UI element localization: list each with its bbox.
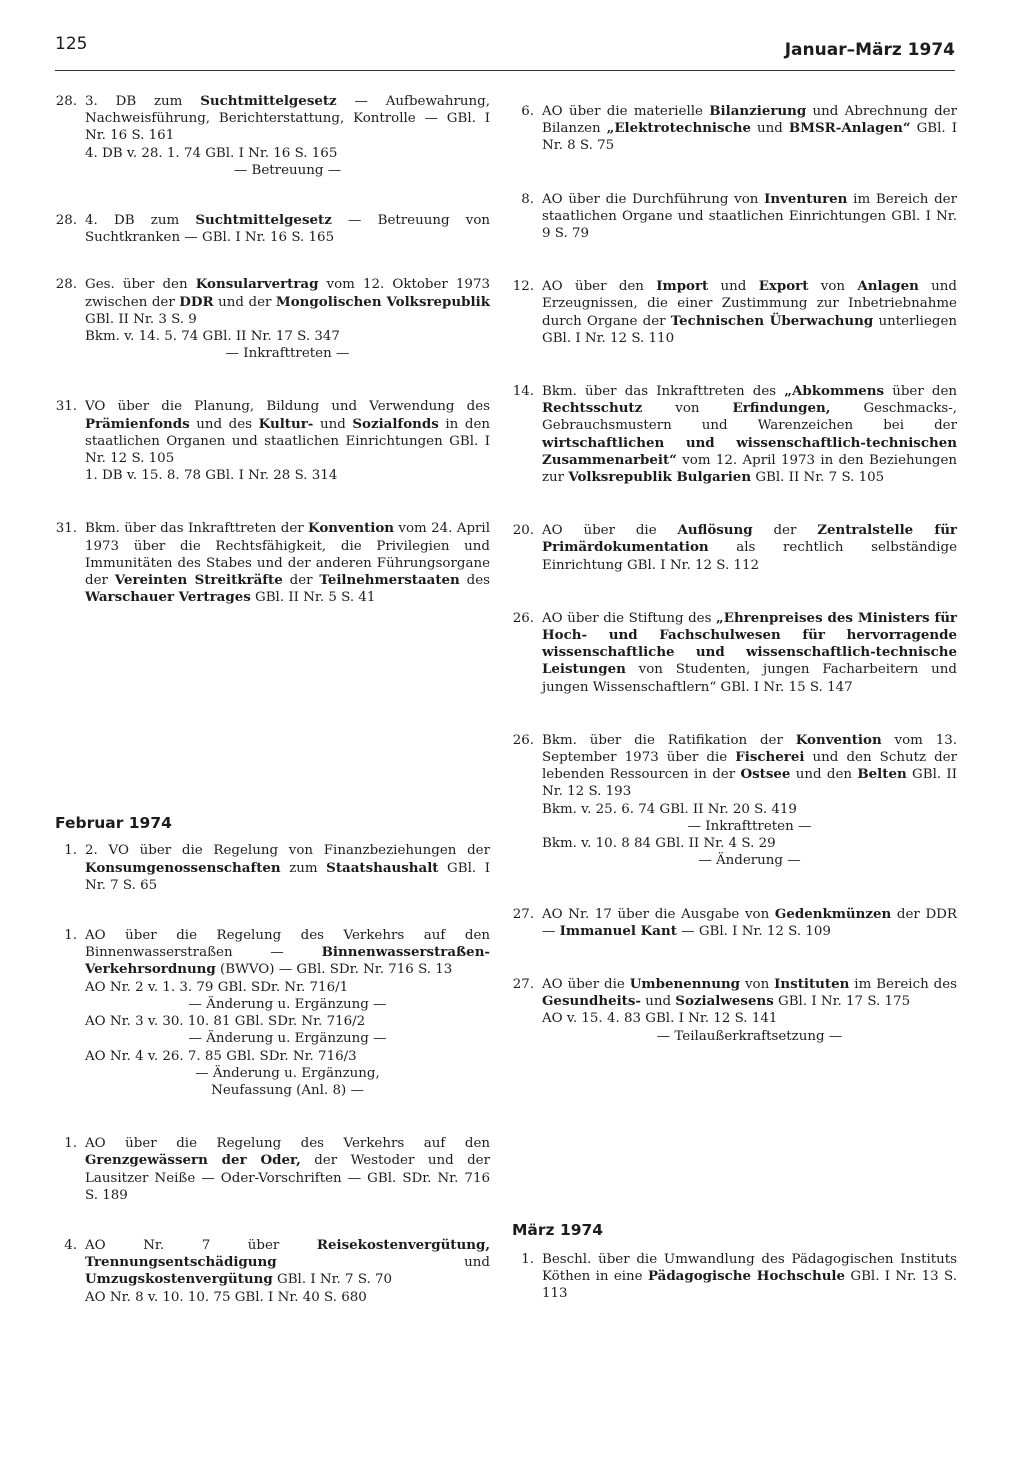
- entry-reference: Bkm. v. 25. 6. 74 GBl. II Nr. 20 S. 419: [542, 801, 797, 817]
- entry-text: Beschl. über die Umwandlung des Pädagogischen Instituts Köthen in eine Pädagogische Hochschule GBl. I Nr. 13 S. 113: [542, 1251, 957, 1302]
- entry-reference: 4. DB v. 28. 1. 74 GBl. I Nr. 16 S. 165: [85, 145, 338, 161]
- entry-reference: 1. DB v. 15. 8. 78 GBl. I Nr. 28 S. 314: [85, 468, 338, 484]
- entry-text: AO über die Regelung des Verkehrs auf den Binnenwasserstraßen — Binnenwasserstraßen-Verkehrsordnung (BWVO) — GBl. SDr. Nr. 716 S. 13 AO Nr. 2 v. 1. 3. 79 GBl. SDr. Nr. 716/1 — Änderung u. Ergänzung — AO Nr. 3 v. 30. 10. 81 GBl. SDr. Nr. 716/2 — Änderung u. Ergänzung — AO Nr. 4 v. 26. 7. 85 GBl. SDr. Nr. 716/3 — Änderung u. Ergänzung, Neufassung (Anl. 8) —: [85, 928, 490, 1098]
- left-column: [55, 93, 490, 1306]
- entry-day: 27.: [512, 906, 534, 922]
- right-column: [512, 103, 957, 1302]
- entry-note: — Änderung —: [698, 853, 801, 869]
- entry-text: AO über die Durchführung von Inventuren im Bereich der staatlichen Organe und staatlichen Einrichtungen GBl. I Nr. 9 S. 79: [542, 190, 957, 242]
- entry-text: Bkm. über die Ratifikation der Konvention vom 13. September 1973 über die Fischerei und den Schutz der lebenden Ressourcen in der Ostsee und den Belten GBl. II Nr. 12 S. 193 Bkm. v. 25. 6. 74 GBl. II Nr. 20 S. 419 — Inkrafttreten — Bkm. v. 10. 8 84 GBl. II Nr. 4 S. 29 — Änderung —: [542, 731, 958, 869]
- entry-note: Neufassung (Anl. 8) —: [211, 1082, 364, 1098]
- entry-reference: Bkm. v. 10. 8 84 GBl. II Nr. 4 S. 29: [542, 836, 776, 852]
- entry-text: AO über die Auflösung der Zentralstelle für Primärdokumentation als rechtlich selbständige Einrichtung GBl. I Nr. 12 S. 112: [542, 522, 957, 573]
- entry: [55, 1237, 490, 1306]
- entry: [512, 906, 957, 940]
- entry-reference: AO Nr. 4 v. 26. 7. 85 GBl. SDr. Nr. 716/3: [85, 1048, 357, 1064]
- entry-day: 6.: [521, 104, 534, 119]
- entry-day: 28.: [55, 213, 77, 229]
- entry-text: 3. DB zum Suchtmittelgesetz — Aufbewahrung, Nachweisführung, Berichterstattung, Kontrolle — GBl. I Nr. 16 S. 161 4. DB v. 28. 1. 74 GBl. I Nr. 16 S. 165 — Betreuung —: [85, 93, 491, 178]
- entry: [512, 1251, 957, 1303]
- section-heading-februar: Februar 1974: [55, 814, 172, 833]
- entry-note: — Änderung u. Ergänzung —: [188, 1031, 387, 1047]
- entry: [512, 732, 957, 870]
- entry-text: 2. VO über die Regelung von Finanzbeziehungen der Konsumgenossenschaften zum Staatshaushalt GBl. I Nr. 7 S. 65: [85, 843, 490, 893]
- entry-day: 4.: [64, 1237, 77, 1253]
- entry-text: AO über den Import und Export von Anlagen und Erzeugnissen, die einer Zustimmung zur Inbetriebnahme durch Organe der Technischen Überwachung unterliegen GBl. I Nr. 12 S. 110: [542, 278, 958, 346]
- entry-day: 28.: [55, 94, 77, 109]
- entry-note: — Betreuung —: [233, 162, 342, 178]
- entry: [55, 1135, 490, 1204]
- running-head: Januar–März 1974: [784, 40, 955, 60]
- entry-text: Bkm. über das Inkrafttreten des „Abkommens über den Rechtsschutz von Erfindungen, Geschmacks-, Gebrauchsmustern und Warenzeichen bei der wirtschaftlichen und wissenschaftlich-technischen Zusammenarbeit“ vom 12. April 1973 in den Beziehungen zur Volksrepublik Bulgarien GBl. II Nr. 7 S. 105: [542, 383, 958, 486]
- entry-day: 20.: [512, 523, 534, 539]
- entry-text: AO über die Umbenennung von Instituten im Bereich des Gesundheits- und Sozialwesens GBl. I Nr. 17 S. 175 AO v. 15. 4. 83 GBl. I Nr. 12 S. 141 — Teilaußerkraftsetzung —: [542, 975, 958, 1044]
- entry: [512, 103, 957, 155]
- entry: [55, 842, 490, 894]
- entry: [512, 610, 957, 696]
- entry-text: AO über die Stiftung des „Ehrenpreises des Ministers für Hoch- und Fachschulwesen für hervorragende wissenschaftliche und wissenschaftlich-technische Leistungen von Studenten, jungen Facharbeitern und jungen Wissenschaftlern“ GBl. I Nr. 15 S. 147: [542, 609, 957, 695]
- entry-note: — Inkrafttreten —: [225, 346, 350, 362]
- entry-reference: Bkm. v. 14. 5. 74 GBl. II Nr. 17 S. 347: [85, 329, 340, 345]
- entry-reference: AO v. 15. 4. 83 GBl. I Nr. 12 S. 141: [542, 1011, 778, 1027]
- entry-note: — Teilaußerkraftsetzung —: [656, 1028, 843, 1044]
- entry: [512, 976, 957, 1045]
- entry-text: AO über die Regelung des Verkehrs auf den Grenzgewässern der Oder, der Westoder und der Lausitzer Neiße — Oder-Vorschriften — GBl. SDr. Nr. 716 S. 189: [85, 1136, 490, 1203]
- entry-day: 1.: [64, 1136, 77, 1152]
- entry-reference: AO Nr. 3 v. 30. 10. 81 GBl. SDr. Nr. 716/2: [85, 1014, 366, 1030]
- entry-note: — Inkrafttreten —: [687, 818, 812, 834]
- section-heading-maerz: März 1974: [512, 1220, 604, 1239]
- entry-text: AO Nr. 17 über die Ausgabe von Gedenkmünzen der DDR — Immanuel Kant — GBl. I Nr. 12 S. 109: [542, 905, 957, 939]
- entry-day: 26.: [512, 610, 534, 626]
- entry: [55, 212, 490, 246]
- entry-day: 1.: [521, 1251, 534, 1267]
- entry-day: 1.: [64, 928, 77, 944]
- entry-day: 12.: [512, 279, 534, 295]
- entry: [55, 927, 490, 1099]
- entry-text: AO Nr. 7 über Reisekostenvergütung, Trennungsentschädigung und Umzugskostenvergütung GBl. I Nr. 7 S. 70 AO Nr. 8 v. 10. 10. 75 GBl. I Nr. 40 S. 680: [85, 1236, 490, 1305]
- entry-day: 26.: [512, 732, 534, 748]
- entry: [512, 191, 957, 243]
- entry-day: 31.: [55, 399, 77, 415]
- entry-day: 8.: [521, 191, 534, 207]
- entry-day: 1.: [64, 843, 77, 859]
- entry-reference: AO Nr. 2 v. 1. 3. 79 GBl. SDr. Nr. 716/1: [85, 979, 349, 995]
- entry: [512, 278, 957, 347]
- entry-day: 28.: [55, 277, 77, 293]
- entry-text: Bkm. über das Inkrafttreten der Konvention vom 24. April 1973 über die Rechtsfähigkeit, die Privilegien und Immunitäten des Stabes und der anderen Führungsorgane der Vereinten Streitkräfte der Teilnehmerstaaten des Warschauer Vertrages GBl. II Nr. 5 S. 41: [85, 520, 491, 606]
- entry-text: VO über die Planung, Bildung und Verwendung des Prämienfonds und des Kultur- und Sozialfonds in den staatlichen Organen und staatlichen Einrichtungen GBl. I Nr. 12 S. 105 1. DB v. 15. 8. 78 GBl. I Nr. 28 S. 314: [85, 399, 490, 484]
- entry-text: AO über die materielle Bilanzierung und Abrechnung der Bilanzen „Elektrotechnische und BMSR-Anlagen“ GBl. I Nr. 8 S. 75: [542, 103, 958, 154]
- entry-day: 14.: [512, 384, 534, 400]
- page-header: [55, 30, 955, 71]
- entry-note: — Änderung u. Ergänzung —: [188, 996, 387, 1012]
- entry: [55, 520, 490, 606]
- entry-day: 27.: [512, 976, 534, 992]
- entry-text: Ges. über den Konsularvertrag vom 12. Oktober 1973 zwischen der DDR und der Mongolischen Volksrepublik GBl. II Nr. 3 S. 9 Bkm. v. 14. 5. 74 GBl. II Nr. 17 S. 347 — Inkrafttreten —: [85, 276, 490, 362]
- page-number: 125: [55, 34, 88, 54]
- entry: [55, 398, 490, 484]
- entry-reference: AO Nr. 8 v. 10. 10. 75 GBl. I Nr. 40 S. 680: [85, 1289, 367, 1305]
- entry-text: 4. DB zum Suchtmittelgesetz — Betreuung von Suchtkranken — GBl. I Nr. 16 S. 165: [85, 212, 490, 246]
- entry: [512, 383, 957, 486]
- entry: [55, 276, 490, 362]
- entry: [55, 93, 490, 179]
- entry-note: — Änderung u. Ergänzung,: [195, 1065, 380, 1081]
- entry: [512, 522, 957, 574]
- entry-day: 31.: [55, 521, 77, 537]
